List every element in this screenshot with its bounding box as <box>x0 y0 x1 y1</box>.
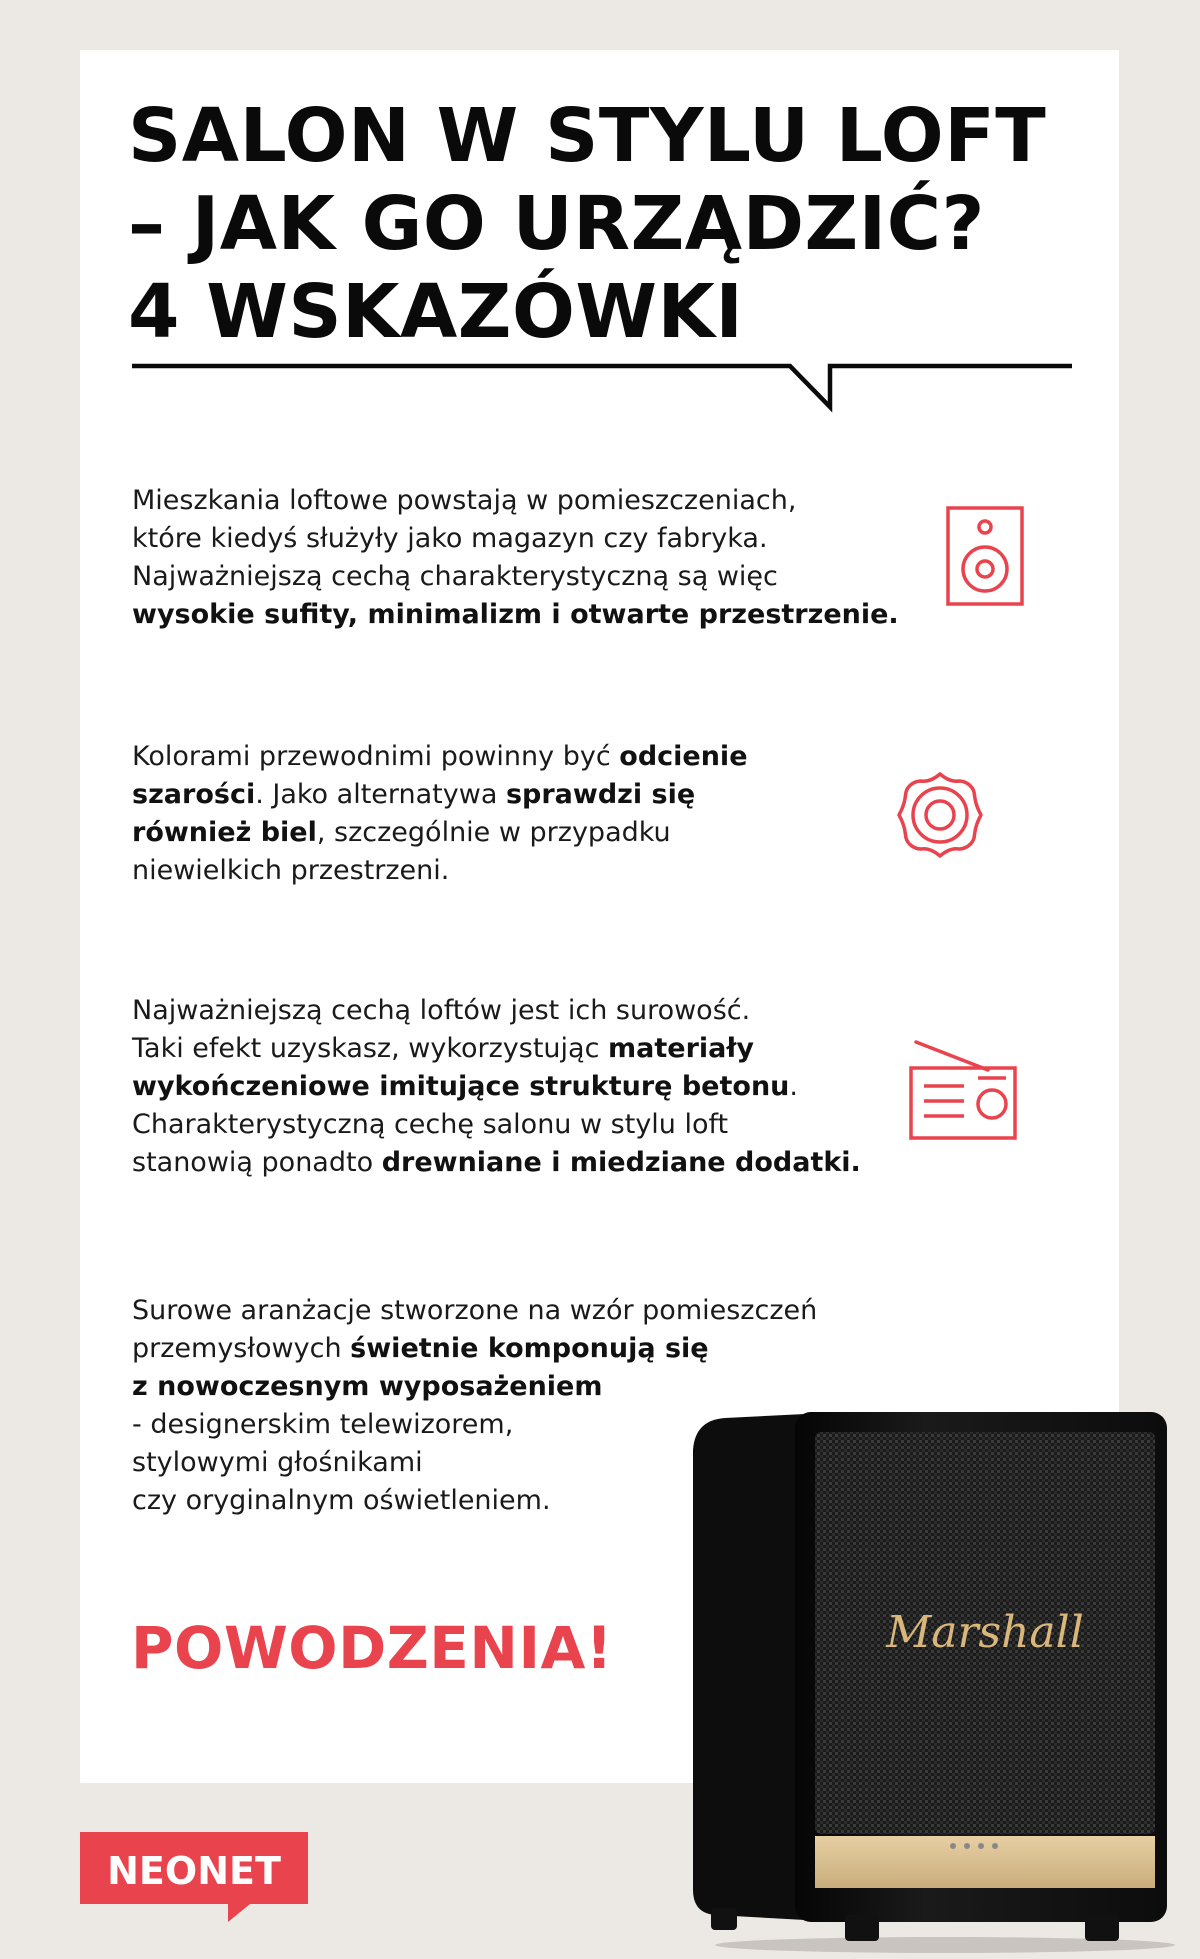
tip-4-line: czy oryginalnym oświetleniem. <box>132 1485 551 1516</box>
title-line-2: – JAK GO URZĄDZIĆ? <box>128 181 985 267</box>
tip-4-line: stylowymi głośnikami <box>132 1447 423 1478</box>
tip-3-highlight: materiały <box>608 1033 754 1064</box>
tip-4-line: - designerskim telewizorem, <box>132 1409 514 1440</box>
tip-3-line: Najważniejszą cechą loftów jest ich surowość. <box>132 995 751 1026</box>
tip-3-line: stanowią ponadto <box>132 1147 382 1178</box>
tip-2-highlight: odcienie <box>619 741 748 772</box>
tip-2-line: Kolorami przewodnimi powinny być <box>132 741 620 772</box>
tip-2-line: niewielkich przestrzeni. <box>132 855 450 886</box>
tip-1-line: Najważniejszą cechą charakterystyczną są więc <box>132 561 778 592</box>
tip-2-line: , szczególnie w przypadku <box>316 817 671 848</box>
tip-3-line: . <box>789 1071 798 1102</box>
radio-icon <box>908 1038 1018 1142</box>
tip-3 <box>132 992 861 1182</box>
speaker-brand: Marshall <box>886 1607 1084 1658</box>
title-line-3: 4 WSKAZÓWKI <box>128 269 744 355</box>
tip-1-highlight: wysokie sufity, minimalizm i otwarte przestrzenie. <box>132 599 899 630</box>
woofer-icon <box>895 770 985 860</box>
tip-2-highlight: również biel <box>132 817 317 848</box>
tip-1 <box>132 482 899 634</box>
speaker-box-icon <box>945 505 1025 607</box>
tip-2-highlight: sprawdzi się <box>505 779 696 810</box>
tip-3-line: Charakterystyczną cechę salonu w stylu loft <box>132 1109 729 1140</box>
tip-3-highlight: drewniane i miedziane dodatki. <box>381 1147 861 1178</box>
page-title <box>128 92 1088 356</box>
tip-1-line: które kiedyś służyły jako magazyn czy fabryka. <box>132 523 768 554</box>
tip-3-line: Taki efekt uzyskasz, wykorzystując <box>132 1033 609 1064</box>
tip-4-line: Surowe aranżacje stworzone na wzór pomieszczeń <box>132 1295 818 1326</box>
brand-name: NEONET <box>107 1849 281 1893</box>
tip-3-highlight: wykończeniowe imitujące strukturę betonu <box>132 1071 790 1102</box>
title-line-1: SALON W STYLU LOFT <box>128 93 1047 179</box>
tip-4-line: przemysłowych <box>132 1333 351 1364</box>
tip-2-highlight: szarości <box>132 779 256 810</box>
tip-2 <box>132 738 748 890</box>
marshall-speaker-image <box>685 1410 1175 1955</box>
tip-1-line: Mieszkania loftowe powstają w pomieszczeniach, <box>132 485 797 516</box>
tip-4-highlight: świetnie komponują się <box>350 1333 709 1364</box>
tip-4-highlight: z nowoczesnym wyposażeniem <box>132 1371 603 1402</box>
tip-2-line: . Jako alternatywa <box>255 779 506 810</box>
neonet-logo <box>80 1832 310 1924</box>
speech-bubble-line <box>130 355 1075 415</box>
good-luck-heading: POWODZENIA! <box>131 1614 613 1682</box>
